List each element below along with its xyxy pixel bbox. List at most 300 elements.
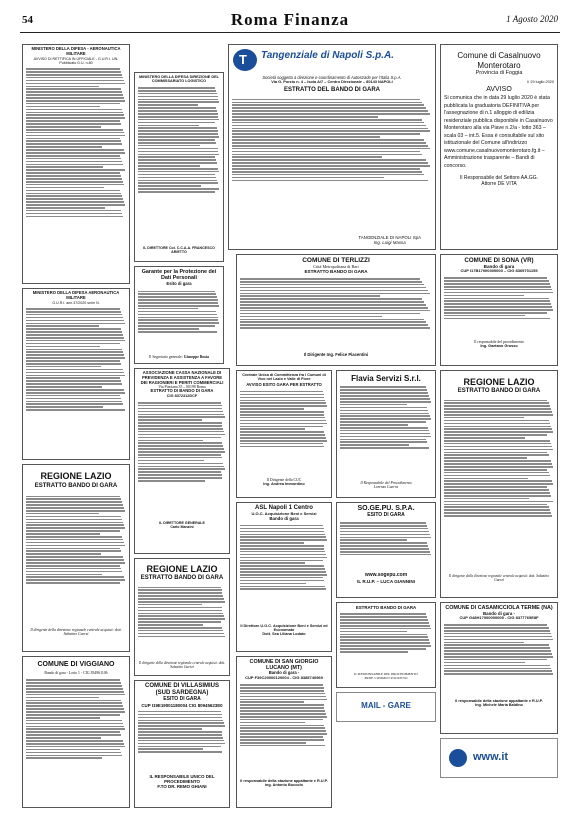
text-line (240, 545, 324, 547)
text-line (26, 507, 124, 509)
text-line (240, 696, 326, 698)
ad-comune-villasimius (134, 680, 230, 808)
text-line (340, 404, 407, 406)
text-line (444, 483, 553, 485)
text-line (232, 133, 420, 135)
text-line (26, 685, 122, 687)
text-line (26, 694, 125, 696)
ad-heading: ESTRATTO BANDO DI GARA (140, 575, 224, 582)
text-line (138, 621, 221, 623)
ad-title: REGIONE LAZIO (463, 377, 535, 387)
text-line (26, 395, 120, 397)
text-line (138, 711, 221, 713)
text-line (240, 707, 324, 709)
text-line (26, 357, 125, 359)
ad-comune-terlizzi (236, 254, 436, 366)
text-line (232, 122, 424, 124)
ad-date: lì 29 luglio 2020 (527, 80, 554, 85)
text-line (240, 293, 430, 295)
text-line (444, 312, 547, 314)
text-line (340, 433, 430, 435)
text-line (444, 434, 547, 436)
ad-signature (358, 235, 421, 245)
ad-body-text (232, 97, 432, 221)
text-line (26, 149, 124, 151)
text-line (340, 401, 431, 403)
text-line (138, 148, 218, 150)
ad-codes: CUP I17B17000300003 – CIG 8369701155 (460, 268, 538, 274)
text-line (26, 88, 121, 90)
text-line (240, 313, 420, 315)
text-line (240, 307, 428, 309)
ad-body-text (138, 401, 226, 521)
text-line (26, 86, 99, 88)
ad-comune-viggiano (22, 656, 130, 808)
text-line (138, 116, 218, 118)
text-line (240, 324, 428, 326)
text-line (138, 463, 223, 465)
text-line (138, 477, 222, 479)
ad-body-text (240, 277, 432, 353)
ad-body-text (26, 67, 126, 284)
text-line (138, 437, 221, 439)
ad-signature-title: IL DIRETTORE GENERALE (159, 520, 205, 525)
ad-signature-title: Il responsabile della stazione appaltante e R.U.P. (455, 698, 543, 703)
text-line (340, 639, 429, 641)
ad-body-text (340, 521, 432, 573)
text-line (26, 80, 124, 82)
text-line (26, 216, 123, 218)
text-line (26, 682, 121, 684)
text-line (138, 748, 203, 750)
text-line (26, 91, 122, 93)
text-line (240, 327, 430, 329)
text-line (26, 697, 99, 699)
ad-signature-title: Il Responsabile del Settore AA.GG. (459, 174, 539, 181)
text-line (240, 565, 324, 567)
text-line (240, 414, 324, 416)
ad-body-text (138, 86, 220, 244)
brand-banner[interactable] (336, 692, 436, 722)
text-line (26, 311, 121, 313)
ad-title: COMUNE DI VILLASIMIUS (SUD SARDEGNA) (144, 683, 219, 696)
text-line (26, 83, 125, 85)
text-line (444, 673, 553, 675)
text-line (444, 449, 553, 451)
ad-signature-name: Dott. Sea Liliana Lodato (262, 632, 306, 637)
text-line (340, 625, 430, 627)
brand-logo-banner[interactable] (440, 738, 558, 778)
text-line (26, 120, 120, 122)
text-line (232, 174, 424, 176)
text-line (26, 129, 123, 131)
text-line (26, 74, 122, 76)
text-line (240, 722, 305, 724)
company-tagline: Società soggetta a direzione e coordinamento di Autostrade per l'Italia S.p.A. (262, 75, 402, 80)
ad-signature-name: Ing. Andrea Immordino (263, 481, 305, 486)
text-line (26, 565, 120, 567)
text-line (444, 480, 552, 482)
company-address: Via G. Porzio n. 4 – Isola A/7 – Centro Direzionale – 80143 NAPOLI (271, 79, 393, 84)
page-header (0, 0, 580, 40)
text-line (444, 306, 552, 308)
text-line (240, 574, 327, 576)
text-line (444, 460, 551, 462)
text-line (340, 634, 427, 636)
text-line (240, 417, 325, 419)
ad-body-text: Si comunica che in data 29 luglio 2020 è stata pubblicata la graduatoria DEFINITIVA per l'assegnazione di n.1 alloggio di edilizia residenziale pubblica disponibile in Casalnuovo Monterotaro alla via Piave n.2/a - lotto 363 – scala 03 – int.5. Essa è consultabile sul sito istituzionale del Comune all'indirizzo www.comune.casalnuovomonterotaro.fg.it – Amministrazione trasparente – Bandi di concorso. (444, 95, 553, 169)
text-line (240, 304, 426, 306)
text-line (26, 140, 121, 142)
text-line (26, 193, 121, 195)
text-line (240, 290, 428, 292)
text-line (240, 391, 323, 393)
text-line (26, 325, 99, 327)
ad-body-text (240, 390, 328, 478)
text-line (340, 651, 408, 653)
ad-regione-lazio-3 (440, 370, 558, 598)
text-line (26, 533, 100, 535)
text-line (340, 410, 428, 412)
text-line (26, 705, 123, 707)
text-line (26, 501, 122, 503)
text-line (138, 314, 217, 316)
text-line (444, 437, 525, 439)
text-line (340, 407, 427, 409)
text-line (26, 349, 122, 351)
text-line (240, 716, 327, 718)
text-line (444, 498, 529, 500)
text-line (138, 165, 200, 167)
ad-title: SO.GE.PU. S.P.A. (357, 505, 415, 512)
text-line (138, 636, 225, 638)
text-line (26, 77, 123, 79)
text-line (138, 159, 216, 161)
text-line (26, 398, 121, 400)
text-line (26, 207, 105, 209)
ad-title: COMUNE DI VIGGIANO (37, 661, 115, 668)
text-line (138, 460, 204, 462)
text-line (138, 728, 202, 730)
ad-signature: IL R.U.P. – LUCA GIANNINI (357, 578, 415, 584)
text-line (26, 576, 124, 578)
text-line (232, 125, 426, 127)
text-line (26, 746, 125, 748)
ad-signature-name: Lorenzo Guerra (373, 485, 399, 490)
ad-regione-lazio-2 (134, 558, 230, 676)
text-line (26, 195, 122, 197)
ad-garante-privacy (134, 266, 224, 364)
text-line (26, 496, 120, 498)
text-line (138, 188, 219, 190)
text-line (138, 466, 224, 468)
text-line (138, 751, 222, 753)
ad-heading: Esito di gara (166, 281, 192, 287)
text-line (232, 113, 430, 115)
text-line (138, 107, 216, 109)
text-line (232, 142, 426, 144)
text-line (232, 171, 422, 173)
text-line (138, 125, 199, 127)
text-line (26, 340, 125, 342)
globe-icon (449, 749, 467, 767)
text-line (138, 630, 223, 632)
text-line (138, 414, 224, 416)
text-line (240, 316, 382, 318)
text-line (340, 622, 429, 624)
text-line (26, 553, 101, 555)
text-line (444, 420, 549, 422)
text-line (340, 525, 427, 527)
text-line (138, 624, 203, 626)
text-line (26, 204, 125, 206)
ad-heading: ESTRATTO DEL BANDO DI GARA (283, 87, 380, 94)
text-line (444, 400, 547, 402)
text-line (26, 571, 122, 573)
ad-body-text (138, 289, 220, 355)
text-line (138, 145, 200, 147)
text-line (240, 278, 420, 280)
text-line (26, 308, 120, 310)
masthead: Roma Finanza (230, 10, 350, 29)
text-line (26, 181, 123, 183)
text-line (340, 548, 429, 550)
text-line (26, 126, 101, 128)
ad-site-link[interactable]: www.sogepu.com (364, 571, 408, 578)
text-line (240, 298, 422, 300)
text-line (240, 531, 324, 533)
text-line (240, 577, 323, 579)
tangenziale-logo-icon: T (233, 49, 257, 71)
ad-signature-title: Il responsabile del procedimento (474, 340, 524, 344)
text-line (240, 742, 306, 744)
page-number: 54 (22, 14, 33, 26)
text-line (26, 383, 122, 385)
text-line (240, 431, 324, 433)
text-line (240, 301, 424, 303)
text-line (444, 475, 550, 477)
ad-heading: Bando di gara (269, 516, 299, 522)
text-line (138, 589, 222, 591)
text-line (444, 426, 551, 428)
ad-difesa-1 (22, 44, 130, 284)
text-line (444, 642, 524, 644)
text-line (240, 693, 325, 695)
ad-title: ASL Napoli 1 Centro (255, 505, 313, 511)
text-line (240, 725, 324, 727)
text-line (240, 534, 325, 536)
ad-body-text (240, 524, 328, 624)
text-line (138, 595, 223, 597)
ad-asl-napoli (236, 502, 332, 652)
ad-subtitle: AVVISO DI RETTIFICA IN UFFICIALE - G.U.R.I. UN. Pubblicato G.U. n.80 (33, 56, 119, 65)
text-line (138, 592, 222, 594)
ad-signature-title: Il Dirigente della CUC (266, 477, 302, 482)
text-line (138, 731, 222, 733)
ad-heading: Bando di gara - Lotto 1 - CIG 834961106 (44, 671, 108, 676)
text-line (444, 423, 550, 425)
text-line (26, 323, 125, 325)
text-line (26, 314, 122, 316)
text-line (26, 743, 124, 745)
text-line (240, 588, 326, 590)
text-line (138, 156, 215, 158)
text-line (26, 752, 121, 754)
ad-title: COMUNE DI CASAMICCIOLA TERME (NA) (445, 605, 553, 611)
text-line (232, 104, 424, 106)
text-line (340, 436, 431, 438)
text-line (138, 185, 201, 187)
text-line (340, 636, 428, 638)
text-line (340, 427, 428, 429)
text-line (138, 601, 225, 603)
text-line (232, 110, 428, 112)
text-line (138, 720, 223, 722)
text-line (138, 151, 218, 153)
text-line (26, 536, 122, 538)
text-line (240, 284, 424, 286)
text-line (240, 426, 323, 428)
text-line (340, 642, 430, 644)
text-line (26, 688, 123, 690)
text-line (340, 619, 428, 621)
text-line (138, 311, 216, 313)
text-line (26, 714, 120, 716)
text-line (444, 428, 552, 430)
text-line (26, 68, 120, 70)
text-line (444, 300, 550, 302)
text-line (340, 421, 426, 423)
text-line (240, 528, 324, 530)
ad-heading: AVVISO (486, 86, 512, 94)
text-line (232, 180, 428, 182)
text-line (26, 317, 123, 319)
text-line (26, 386, 102, 388)
text-line (26, 559, 124, 561)
text-line (26, 97, 124, 99)
text-line (26, 380, 121, 382)
text-line (444, 644, 549, 646)
text-line (26, 210, 121, 212)
text-line (26, 369, 123, 371)
text-line (240, 408, 304, 410)
ad-heading: ESITO DI GARA (367, 512, 405, 519)
text-line (240, 440, 327, 442)
ad-signature-title: Il responsabile della stazione appaltante e R.U.P. (240, 778, 328, 783)
text-line (240, 557, 327, 559)
text-line (138, 93, 217, 95)
text-line (138, 154, 219, 156)
text-line (444, 486, 547, 488)
text-line (138, 746, 221, 748)
text-line (240, 687, 324, 689)
text-line (26, 114, 124, 116)
text-line (340, 542, 427, 544)
text-line (340, 386, 426, 388)
ad-signature: Il dirigente della direzione regionale centrale acquisti: dott. Sabatino Guerzi (30, 628, 122, 637)
text-line (444, 466, 553, 468)
text-line (26, 190, 120, 192)
ad-centrale-unica (236, 370, 332, 498)
text-line (138, 325, 215, 327)
ad-title: MINISTERO DELLA DIFESA DIREZIONE DEL COMMISSARIATO LOGISTICO (139, 75, 219, 84)
text-line (26, 545, 125, 547)
text-line (240, 295, 380, 297)
text-line (240, 536, 326, 538)
text-line (138, 434, 225, 436)
ad-body-text (444, 276, 554, 340)
text-line (444, 446, 552, 448)
ad-heading: Bando di gara - (268, 670, 300, 676)
text-line (138, 408, 222, 410)
ad-title: Comune di Casalnuovo Monterotaro (457, 51, 541, 70)
text-line (138, 425, 222, 427)
header-rule (20, 32, 560, 33)
text-line (138, 305, 219, 307)
text-line (26, 320, 124, 322)
text-line (26, 334, 123, 336)
text-line (26, 579, 125, 581)
text-line (26, 504, 123, 506)
text-line (240, 727, 325, 729)
text-line (444, 627, 549, 629)
ad-body-text (444, 398, 554, 574)
text-line (26, 123, 121, 125)
text-line (240, 319, 424, 321)
ad-title: REGIONE LAZIO (146, 564, 218, 574)
text-line (138, 480, 205, 482)
ad-codes: CUP I19E19001180004 CIG 80945623E0 (141, 702, 223, 708)
ad-estratto-bando (336, 602, 436, 688)
text-line (138, 130, 218, 132)
text-line (138, 714, 222, 716)
text-line (240, 434, 325, 436)
text-line (240, 428, 305, 430)
text-line (138, 191, 215, 193)
text-line (26, 106, 100, 108)
text-line (232, 151, 420, 153)
text-line (138, 416, 225, 418)
text-line (240, 730, 326, 732)
text-line (26, 366, 101, 368)
text-line (232, 119, 422, 121)
text-line (138, 139, 215, 141)
text-line (240, 446, 324, 448)
ad-signature (138, 355, 220, 359)
text-line (240, 684, 323, 686)
text-line (444, 630, 550, 632)
text-line (26, 740, 123, 742)
text-line (138, 113, 218, 115)
text-line (232, 154, 422, 156)
text-line (240, 562, 305, 564)
text-line (26, 568, 121, 570)
text-line (26, 103, 120, 105)
text-line (240, 719, 323, 721)
text-line (26, 109, 122, 111)
text-line (138, 322, 219, 324)
ad-regione-lazio-1 (22, 464, 130, 652)
text-line (444, 286, 551, 288)
ad-title: COMUNE DI TERLIZZI (302, 257, 370, 264)
text-line (138, 171, 219, 173)
text-line (138, 419, 202, 421)
text-line (26, 527, 125, 529)
ad-body-text (138, 710, 226, 774)
text-line (340, 648, 426, 650)
text-line (26, 112, 123, 114)
text-line (340, 398, 430, 400)
